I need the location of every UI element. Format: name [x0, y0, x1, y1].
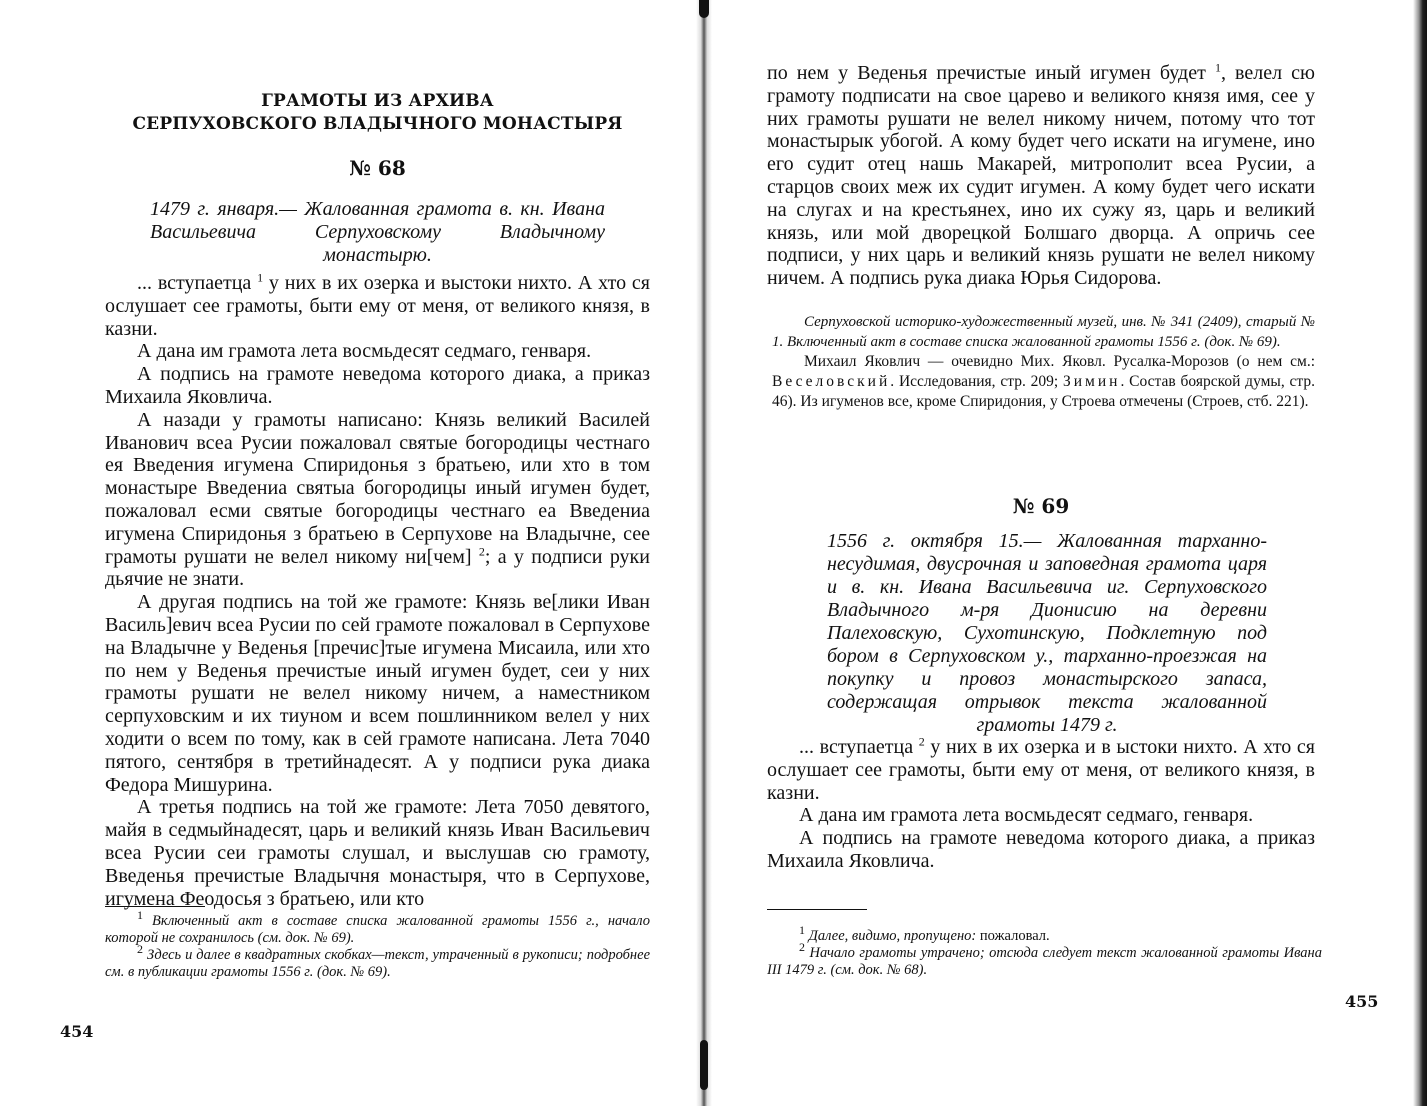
- heading-line-1: ГРАМОТЫ ИЗ АРХИВА: [261, 91, 494, 111]
- body-paragraph: А подпись на грамоте неведома которого диака, а приказ Михаила Яковлича.: [105, 363, 650, 408]
- footnote: $^1$ Далее, видимо, пропущено: пожаловал.: [799, 923, 1050, 944]
- left-footnotes: [105, 908, 651, 981]
- footnote: $^1$ Включенный акт в составе списка жалованной грамоты 1556 г., начало которой не сохранилось (см. док. № 69).: [105, 908, 650, 946]
- left-page: [0, 0, 705, 1106]
- footnote-separator-area: [767, 909, 1315, 910]
- body-paragraph: по нем у Веденья пречистые иный игумен будет $^1$, велел сю грамоту подписати на свое царево и великого князя имя, сее у них грамоты рушати не велел никому ничем, потому что тот монастырык убогой. А кому будет чего искати на игумене, ино его судит отец нашь Макарей, митрополит всеа Русии, а старцов своих меж их судит игумен. А кому будет чего искати на слугах и на крестьянех, ино их сужу яз, царь и великий князь, или мой дворецкой Болшаго дворца. А опричь сее подписи, у них царь и великий князь рушати не велел никому ничем. А подпись рука диака Юрья Сидорова.: [767, 60, 1315, 290]
- body-paragraph: А другая подпись на той же грамоте: Князь ве[лики Иван Василь]евич всеа Русии по сей грамоте пожаловал в Серпухове на Владычне у Веденья [пречис]тые игумена Мисаила, или хто по нем у Веденья пречистые иный игумен будет, сеи у них грамоты рушати не велел никому ничем, а наместником серпуховским и их тиуном и всем пошлинником велел у них ходити о всем по тому, как в сей грамоте написана. Лета 7040 пятого, сентября в третийнадесят. А у подписи рука диака Федора Мишурина.: [105, 591, 650, 796]
- footnote-ref[interactable]: 2: [918, 734, 925, 749]
- doc-69-body: [767, 736, 1315, 873]
- doc-header: 1479 г. января.— Жалованная грамота в. кн. Ивана Васильевича Серпуховскому Владычному монастырю.: [150, 198, 605, 266]
- section-heading: [105, 90, 650, 136]
- footnote-ref[interactable]: 2: [478, 543, 485, 558]
- doc-68-header-block: [150, 198, 605, 267]
- doc-number: № 68: [349, 156, 406, 180]
- doc-header: 1556 г. октября 15.— Жалованная тарханно-несудимая, двусрочная и заповедная грамота царя и в. кн. Ивана Васильевича иг. Серпуховского Владычного м-ря Дионисию на деревни Палеховскую, Сухотинскую, Подклетную под бором в Серпуховском у., тарханно-проезжая на покупку и провоз монастырского запаса, содержащая отрывок текста жалованной грамоты 1479 г.: [827, 530, 1267, 736]
- doc-68-number-block: [105, 156, 650, 180]
- body-paragraph: А дана им грамота лета восмьдесят седмаго, генваря.: [799, 804, 1254, 827]
- doc-69-header-block: [827, 530, 1267, 737]
- page-number: 454: [60, 1022, 94, 1041]
- doc-68-continuation: [767, 62, 1315, 290]
- archive-note-block: [772, 312, 1315, 412]
- doc-number: № 69: [1012, 494, 1070, 518]
- right-footnotes: [767, 923, 1322, 979]
- page-number: 455: [1345, 992, 1379, 1011]
- footnote-ref[interactable]: 1: [257, 270, 264, 285]
- doc-69-number-block: [767, 494, 1315, 518]
- footnote-rule: [105, 906, 205, 907]
- body-paragraph: А дана им грамота лета восмьдесят седмаго, генваря.: [137, 340, 592, 363]
- body-paragraph: А назади у грамоты написано: Князь великий Василей Иванович всеа Русии пожаловал святые богородицы честнаго ея Введения игумена Спиридонья з братьею, или хто в том монастыре Введениа святыа богородицы иный игумен будет, пожаловал есми святые богородицы честнаго еа Введениа игумена Спиридонья з братьею в Серпухове на Владычне, сее грамоты рушати не велел никому ни[чем] $^2$; а у подписи руки дьячие не знати.: [105, 408, 650, 591]
- footnote: $^2$ Начало грамоты утрачено; отсюда следует текст жалованной грамоты Ивана III 1479 г. (см. док. № 68).: [767, 940, 1322, 978]
- footnote: $^2$ Здесь и далее в квадратных скобках—текст, утраченный в рукописи; подробнее см. в публикации грамоты 1556 г. (док. № 69).: [105, 942, 651, 980]
- right-page: [712, 0, 1427, 1106]
- footnote-rule: [767, 909, 867, 910]
- heading-line-2: СЕРПУХОВСКОГО ВЛАДЫЧНОГО МОНАСТЫРЯ: [132, 114, 623, 134]
- footnote-separator-area: [105, 906, 650, 907]
- body-paragraph: А третья подпись на той же грамоте: Лета 7050 девятого, майя в седмыйнадесят, царь и великий князь Иван Васильевич всеа Русии сеи грамоты слушал, и выслушав сю грамоту, Введенья пречистые Владычня монастыря, что в Серпухове, игумена Феодосья з братьею, или кто: [105, 796, 650, 910]
- doc-68-body: [105, 272, 650, 910]
- body-paragraph: А подпись на грамоте неведома которого диака, а приказ Михаила Яковлича.: [767, 827, 1315, 872]
- archive-note: Серпуховской историко-художественный музей, инв. № 341 (2409), старый № 1. Включенный акт в составе списка жалованной грамоты 1556 г. (док. № 69).: [772, 314, 1315, 350]
- body-paragraph: ... вступаетца $^2$ у них в их озерка и в ыстоки нихто. А хто ся ослушает сее грамоты, быти ему от меня, от великого князя, в казни.: [767, 734, 1315, 804]
- footnote-ref[interactable]: 1: [1214, 60, 1221, 75]
- commentary: Михаил Яковлич — очевидно Мих. Яковл. Русалка-Морозов (о нем см.: Веселовский. Исследования, стр. 209; Зимин. Состав боярской думы, стр. 46). Из игуменов все, кроме Спиридония, у Строева отмечены (Строев, стб. 221).: [772, 353, 1315, 410]
- body-paragraph: ... вступаетца $^1$ у них в их озерка и выстоки нихто. А хто ся ослушает сее грамоты, быти ему от меня, от великого князя, в казни.: [105, 270, 650, 340]
